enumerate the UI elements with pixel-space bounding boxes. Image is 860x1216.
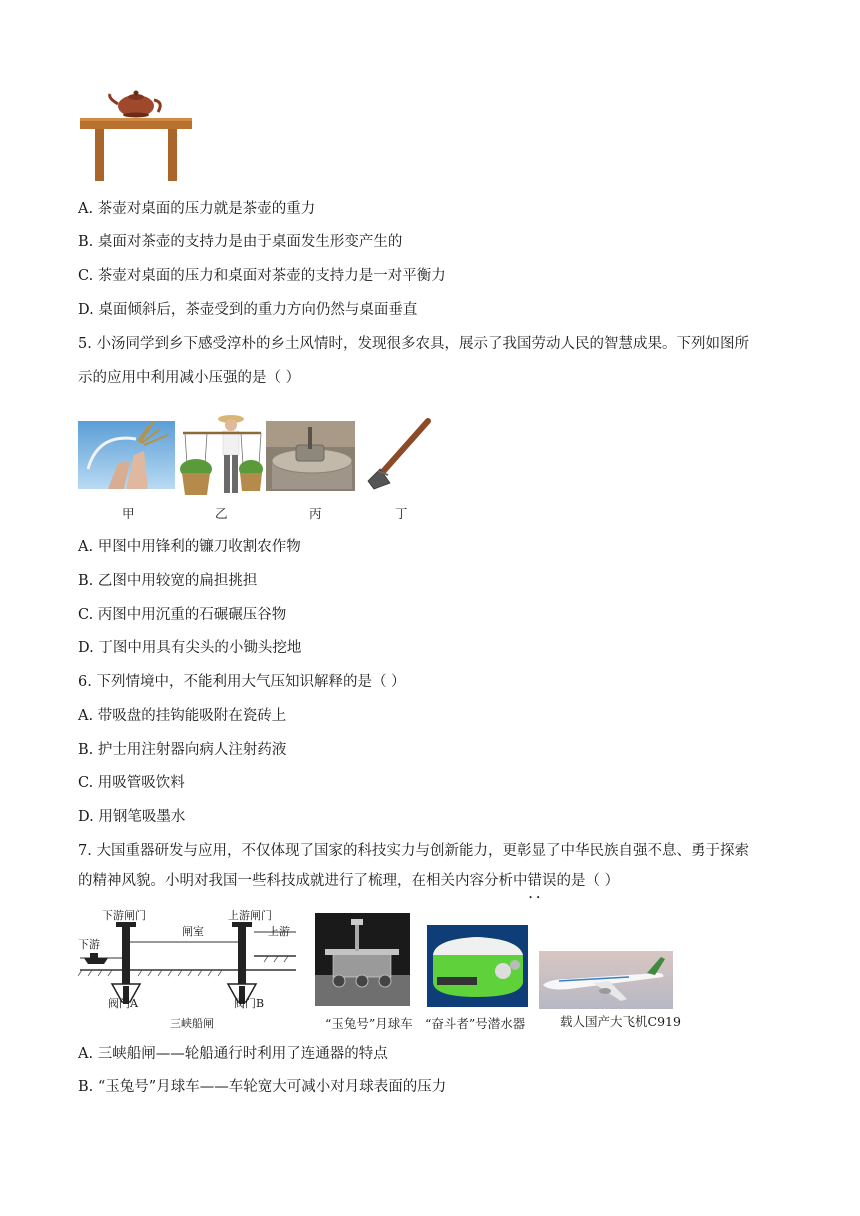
fendouzhe-caption: “奋斗者”号潜水器 — [425, 1016, 526, 1031]
q6-option-d: D. 用钢笔吸墨水 — [78, 809, 186, 825]
yutu-caption: “玉兔号”月球车 — [325, 1016, 413, 1031]
stone-roller-image — [266, 421, 355, 491]
downstream-label: 下游 — [78, 938, 100, 951]
q6-option-c: C. 用吸管吸饮料 — [78, 775, 185, 791]
sickle-harvest-image — [78, 421, 175, 489]
ship-lock-diagram — [78, 906, 298, 1032]
q5-caption-jia: 甲 — [122, 506, 135, 521]
upstream-label: 上游 — [268, 925, 290, 938]
q5-caption-bing: 丙 — [309, 506, 322, 521]
downstream-gate-label: 下游闸门 — [102, 909, 146, 922]
valve-b-label: 阀门B — [234, 997, 265, 1010]
c919-aircraft-image — [539, 951, 673, 1009]
q4-option-b: B. 桌面对茶壶的支持力是由于桌面发生形变产生的 — [78, 234, 403, 250]
upstream-gate-label: 上游闸门 — [228, 909, 272, 922]
q5-option-c: C. 丙图中用沉重的石碾碾压谷物 — [78, 607, 287, 623]
q5-caption-yi: 乙 — [215, 506, 228, 521]
q5-option-b: B. 乙图中用较宽的扁担挑担 — [78, 573, 258, 589]
yutu-rover-image — [315, 913, 410, 1006]
q5-option-a: A. 甲图中用锋利的镰刀收割农作物 — [78, 539, 301, 555]
ship-lock-title: 三峡船闸 — [170, 1017, 214, 1030]
q6-option-a: A. 带吸盘的挂钩能吸附在瓷砖上 — [78, 708, 287, 724]
q7-stem-line2: 的精神风貌。小明对我国一些科技成就进行了梳理，在相关内容分析中错误 • •的是（ ） — [78, 871, 619, 891]
valve-a-label: 阀门A — [108, 997, 138, 1010]
hoe-image — [366, 417, 432, 491]
q4-option-c: C. 茶壶对桌面的压力和桌面对茶壶的支持力是一对平衡力 — [78, 268, 446, 284]
q6-stem: 6. 下列情境中，不能利用大气压知识解释的是（ ） — [78, 674, 406, 690]
shoulder-pole-image — [179, 411, 263, 498]
emphasis-wrong: 错误 • • — [528, 873, 557, 889]
q7-option-b: B. “玉兔号”月球车——车轮宽大可减小对月球表面的压力 — [78, 1079, 447, 1095]
q4-option-a: A. 茶壶对桌面的压力就是茶壶的重力 — [78, 201, 316, 217]
q6-option-b: B. 护士用注射器向病人注射药液 — [78, 742, 287, 758]
teapot-table-figure — [78, 88, 194, 184]
q4-option-d: D. 桌面倾斜后，茶壶受到的重力方向仍然与桌面垂直 — [78, 302, 418, 318]
fendouzhe-submersible-image — [427, 925, 528, 1007]
q5-caption-ding: 丁 — [395, 506, 408, 521]
c919-caption: 载人国产大飞机C919 — [560, 1014, 681, 1029]
q7-option-a: A. 三峡船闸——轮船通行时利用了连通器的特点 — [78, 1046, 388, 1062]
q5-stem-line2: 示的应用中利用减小压强的是（ ） — [78, 370, 301, 386]
lock-chamber-label: 闸室 — [182, 925, 204, 938]
q5-option-d: D. 丁图中用具有尖头的小锄头挖地 — [78, 640, 302, 656]
q7-stem-line1: 7. 大国重器研发与应用，不仅体现了国家的科技实力与创新能力，更彰显了中华民族自强不息、勇于探索 — [78, 843, 749, 859]
q5-stem-line1: 5. 小汤同学到乡下感受淳朴的乡土风情时，发现很多农具，展示了我国劳动人民的智慧成果。下列如图所 — [78, 336, 749, 352]
